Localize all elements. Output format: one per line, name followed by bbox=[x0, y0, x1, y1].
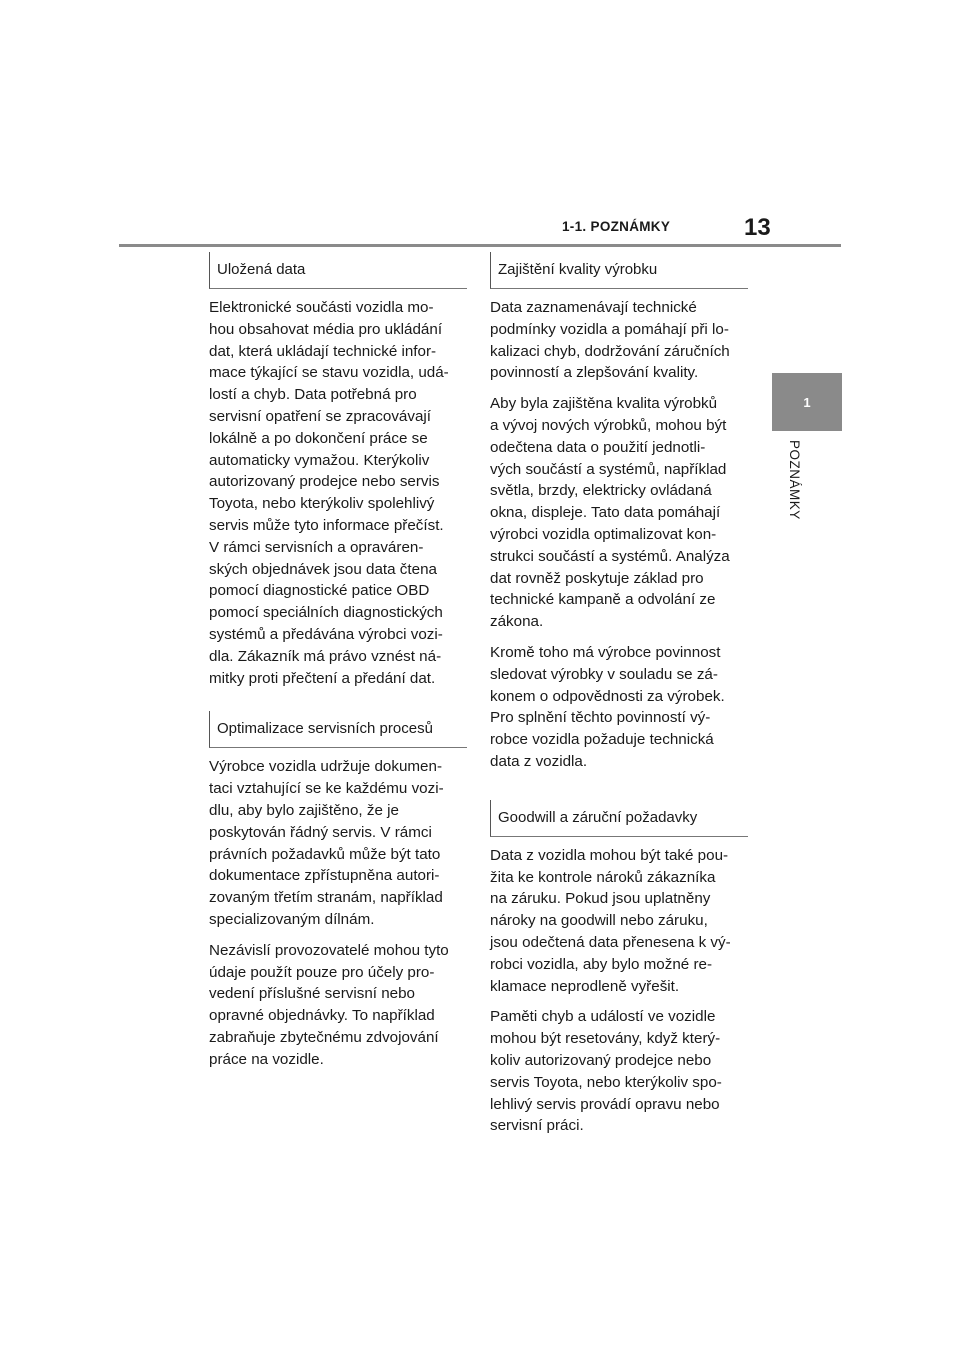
text-line: zabraňuje zbytečnému zdvojování bbox=[209, 1028, 439, 1046]
text-line: dlu, aby bylo zajištěno, že je bbox=[209, 801, 399, 819]
text-line: automaticky vymažou. Kterýkoliv bbox=[209, 451, 430, 469]
text-line: vých součástí a systémů, například bbox=[490, 460, 727, 478]
paragraph bbox=[490, 393, 748, 633]
text-line: klamace neprodleně vyřešit. bbox=[490, 977, 680, 995]
text-line: nároky na goodwill nebo záruku, bbox=[490, 912, 708, 930]
section-heading: Optimalizace servisních procesů bbox=[209, 711, 467, 748]
paragraph bbox=[490, 845, 748, 998]
left-column bbox=[209, 252, 467, 1080]
text-line: lehlivý servis provádí opravu nebo bbox=[490, 1095, 720, 1113]
section-heading: Zajištění kvality výrobku bbox=[490, 252, 748, 289]
chapter-side-label: POZNÁMKY bbox=[787, 440, 802, 520]
text-line: systémů a předávána výrobci vozi- bbox=[209, 625, 443, 643]
text-line: robce vozidla požaduje technická bbox=[490, 731, 714, 749]
paragraph bbox=[490, 1006, 748, 1137]
text-line: autorizovaný prodejce nebo servis bbox=[209, 473, 440, 491]
text-line: údaje použít pouze pro účely pro- bbox=[209, 963, 435, 981]
text-line: koliv autorizovaný prodejce nebo bbox=[490, 1051, 712, 1069]
text-line: robci vozidla, aby bylo možné re- bbox=[490, 955, 713, 973]
paragraph bbox=[490, 297, 748, 384]
text-line: lostí a chyb. Data potřebná pro bbox=[209, 386, 417, 404]
text-line: Data zaznamenávají technické bbox=[490, 299, 697, 316]
right-column bbox=[490, 252, 748, 1146]
text-line: světla, brzdy, elektricky ovládaná bbox=[490, 482, 712, 500]
section-heading: Uložená data bbox=[209, 252, 467, 289]
text-line: mohou být resetovány, když který- bbox=[490, 1030, 721, 1048]
header-divider bbox=[119, 244, 841, 247]
text-line: zákona. bbox=[490, 613, 544, 631]
text-line: specializovaným dílnám. bbox=[209, 910, 375, 928]
section-heading: Goodwill a záruční požadavky bbox=[490, 800, 748, 837]
text-line: sledovat výrobky v souladu se zá- bbox=[490, 665, 718, 683]
text-line: V rámci servisních a opraváren- bbox=[209, 538, 424, 556]
text-line: podmínky vozidla a pomáhají při lo- bbox=[490, 320, 729, 338]
text-line: okna, displeje. Tato data pomáhají bbox=[490, 504, 721, 522]
text-line: zovaným třetím stranám, například bbox=[209, 889, 443, 907]
text-line: dla. Zákazník má právo vznést ná- bbox=[209, 647, 442, 665]
paragraph bbox=[209, 297, 467, 689]
text-line: Pro splnění těchto povinností vý- bbox=[490, 709, 711, 727]
text-line: data z vozidla. bbox=[490, 752, 588, 770]
page-number: 13 bbox=[744, 214, 771, 241]
paragraph bbox=[209, 940, 467, 1071]
text-line: Elektronické součásti vozidla mo- bbox=[209, 299, 434, 316]
text-line: právních požadavků může být tato bbox=[209, 845, 441, 863]
text-line: Paměti chyb a událostí ve vozidle bbox=[490, 1008, 716, 1026]
text-line: na záruku. Pokud jsou uplatněny bbox=[490, 890, 711, 908]
text-line: mace týkající se stavu vozidla, udá- bbox=[209, 364, 449, 382]
text-line: Toyota, nebo kterýkoliv spolehlivý bbox=[209, 495, 435, 513]
text-line: dat rovněž poskytuje základ pro bbox=[490, 569, 704, 587]
paragraph bbox=[209, 756, 467, 930]
chapter-tab[interactable] bbox=[772, 373, 842, 431]
text-line: servisní práci. bbox=[490, 1117, 584, 1135]
text-line: servis Toyota, nebo kterýkoliv spo- bbox=[490, 1073, 722, 1091]
text-line: a vývoj nových výrobků, mohou být bbox=[490, 416, 727, 434]
text-line: pomocí speciálních diagnostických bbox=[209, 604, 443, 622]
text-line: konem o odpovědnosti za výrobek. bbox=[490, 687, 725, 705]
text-line: taci vztahující se ke každému vozi- bbox=[209, 780, 444, 798]
text-line: kalizaci chyb, dodržování záručních bbox=[490, 342, 730, 360]
text-line: Nezávislí provozovatelé mohou tyto bbox=[209, 941, 449, 959]
text-line: jsou odečtená data přenesena k vý- bbox=[490, 933, 731, 951]
text-line: odečtena data o použití jednotli- bbox=[490, 438, 706, 456]
text-line: dokumentace zpřístupněna autori- bbox=[209, 867, 440, 885]
text-line: Výrobce vozidla udržuje dokumen- bbox=[209, 758, 442, 776]
text-line: Data z vozidla mohou být také pou- bbox=[490, 846, 729, 864]
text-line: technické kampaně a odvolání ze bbox=[490, 591, 716, 609]
text-line: ských objednávek jsou data čtena bbox=[209, 560, 437, 578]
text-line: strukci součástí a systémů. Analýza bbox=[490, 547, 730, 565]
text-line: pomocí diagnostické patice OBD bbox=[209, 582, 430, 600]
text-line: lokálně a po dokončení práce se bbox=[209, 429, 428, 447]
text-line: Aby byla zajištěna kvalita výrobků bbox=[490, 395, 718, 413]
chapter-number: 1 bbox=[803, 394, 811, 410]
text-line: mitky proti přečtení a předání dat. bbox=[209, 669, 436, 687]
text-line: servisní opatření se zpracovávají bbox=[209, 407, 432, 425]
text-line: hou obsahovat média pro ukládání bbox=[209, 320, 443, 338]
text-line: vedení příslušné servisní nebo bbox=[209, 985, 415, 1003]
text-line: žita ke kontrole nároků zákazníka bbox=[490, 868, 716, 886]
text-line: servis může tyto informace přečíst. bbox=[209, 516, 444, 534]
section-title: 1-1. POZNÁMKY bbox=[562, 219, 671, 234]
text-line: povinností a zlepšování kvality. bbox=[490, 364, 699, 382]
paragraph bbox=[490, 642, 748, 773]
text-line: Kromě toho má výrobce povinnost bbox=[490, 643, 721, 661]
text-line: poskytován řádný servis. V rámci bbox=[209, 823, 432, 841]
text-line: dat, která ukládají technické infor- bbox=[209, 342, 437, 360]
text-line: opravné objednávky. To například bbox=[209, 1007, 435, 1025]
text-line: výrobci vozidla optimalizovat kon- bbox=[490, 525, 717, 543]
text-line: práce na vozidle. bbox=[209, 1050, 324, 1068]
